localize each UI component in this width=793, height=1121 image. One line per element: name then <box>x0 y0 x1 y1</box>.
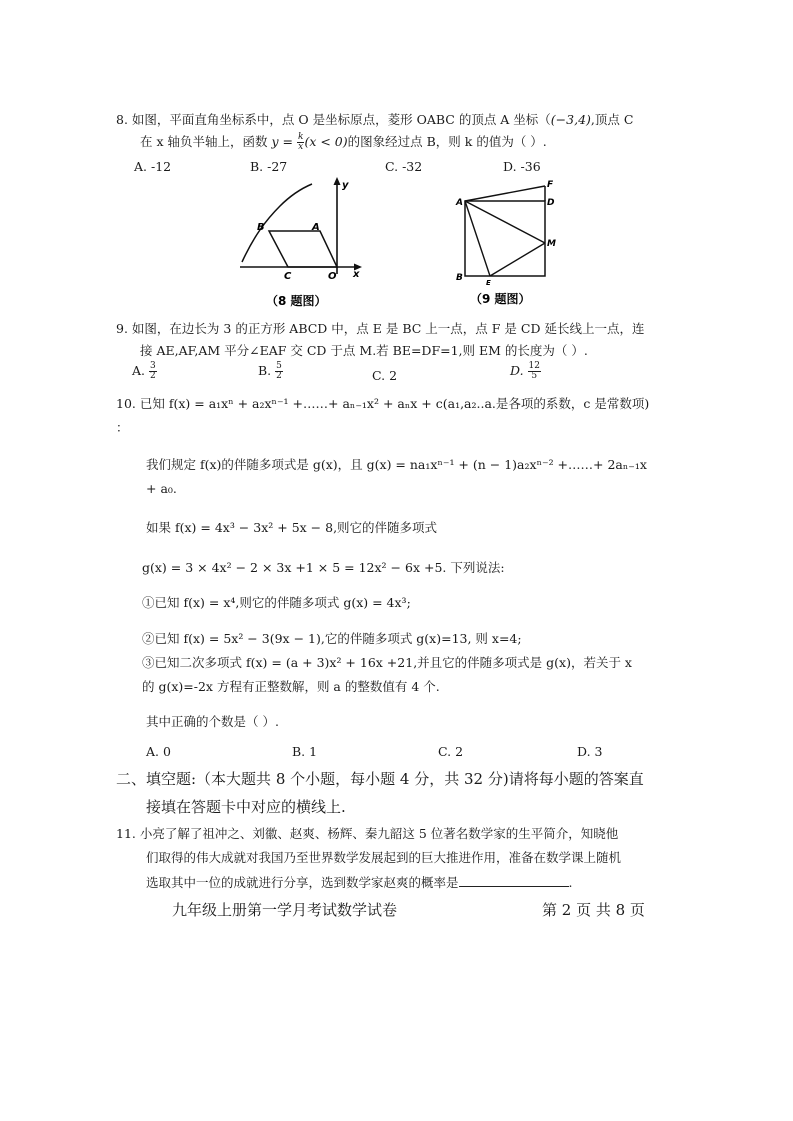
q8-option-c: C. -32 <box>385 159 423 174</box>
q11-text-3: 选取其中一位的成就进行分享，选到数学家赵爽的概率是 <box>146 875 459 890</box>
q9-line2: 接 AE,AF,AM 平分∠EAF 交 CD 于点 M.若 BE=DF=1,则 EM 的长度为（ ）. <box>140 343 588 358</box>
q8-hyperbola <box>242 184 312 262</box>
q9-option-d-frac <box>528 362 541 381</box>
q10-statement-3a: ③已知二次多项式 f(x) = (a + 3)x² + 16x +21,并且它的伴随多项式是 g(x)，若关于 x <box>142 655 632 670</box>
q9-option-a-letter: A. <box>132 363 146 378</box>
q9-option-b-letter: B. <box>258 363 272 378</box>
q9-option-a-num: 3 <box>150 361 156 371</box>
q10-option-a: A. 0 <box>146 744 171 759</box>
q8-rhombus <box>269 231 337 267</box>
q8-frac-num: k <box>297 132 304 142</box>
q9-option-a-den: 2 <box>150 371 156 381</box>
q9-label-f: F <box>547 180 554 190</box>
q8-func-left: y = <box>271 134 293 149</box>
q9-label-e: E <box>486 279 491 287</box>
q9-label-a: A <box>456 198 463 208</box>
q8-label-a: A <box>312 222 320 233</box>
q8-coordinate: (−3,4) <box>550 112 591 127</box>
q9-option-b-frac <box>275 362 283 381</box>
q8-number: 8. <box>116 112 128 127</box>
q8-y-arrow <box>334 177 341 185</box>
q10-para2: 如果 f(x) = 4x³ − 3x² + 5x − 8,则它的伴随多项式 <box>146 520 438 535</box>
q8-text-1b: ,顶点 C <box>590 112 634 127</box>
q10-para3: g(x) = 3 × 4x² − 2 × 3x +1 × 5 = 12x² − 6x +5. 下列说法: <box>142 560 505 575</box>
q9-option-c: C. 2 <box>372 368 398 383</box>
q8-label-x: x <box>353 269 360 280</box>
q8-figure <box>232 174 368 314</box>
q9-line1 <box>116 321 644 337</box>
q10-colon: ： <box>116 420 129 435</box>
q10-para1b: + a₀. <box>146 481 177 496</box>
q9-label-m: M <box>547 239 556 249</box>
q10-option-b: B. 1 <box>292 744 318 759</box>
q8-func-right: (x < 0) <box>304 134 348 149</box>
q8-text-2b: 的图象经过点 B，则 k 的值为（ ）. <box>347 134 547 149</box>
q8-label-o: O <box>328 271 337 282</box>
q10-option-d: D. 3 <box>577 744 603 759</box>
q9-number: 9. <box>116 321 128 336</box>
q10-para1: 我们规定 f(x)的伴随多项式是 g(x)，且 g(x) = na₁xⁿ⁻¹ + (n − 1)a₂xⁿ⁻² +……+ 2aₙ₋₁x <box>146 457 647 472</box>
q10-option-c: C. 2 <box>438 744 464 759</box>
footer-page: 第 2 页 共 8 页 <box>542 901 645 919</box>
q9-option-a <box>132 362 157 381</box>
q10-question: 其中正确的个数是（ ）. <box>146 714 279 729</box>
q8-text-1a: 如图，平面直角坐标系中，点 O 是坐标原点，菱形 OABC 的顶点 A 坐标（ <box>131 112 551 127</box>
q10-statement-3b: 的 g(x)=-2x 方程有正整数解，则 a 的整数值有 4 个. <box>142 679 440 694</box>
q9-label-d: D <box>547 198 555 208</box>
q9-line-af <box>465 186 545 201</box>
q11-line1 <box>116 826 618 842</box>
q9-figure <box>450 176 570 312</box>
q9-label-b: B <box>456 273 463 283</box>
q9-option-a-frac <box>149 362 157 381</box>
q9-line-em <box>490 243 545 276</box>
q11-text-1: 小亮了解了祖冲之、刘徽、赵爽、杨辉、秦九韶这 5 位著名数学家的生平简介，知晓他 <box>139 826 619 841</box>
section2-heading-2: 接填在答题卡中对应的横线上. <box>146 798 346 816</box>
q8-caption: （8 题图） <box>266 294 327 308</box>
q8-option-d: D. -36 <box>503 159 541 174</box>
q11-answer-blank[interactable] <box>459 874 569 887</box>
q11-line2: 们取得的伟大成就对我国乃至世界数学发展起到的巨大推进作用，准备在数学课上随机 <box>146 850 622 865</box>
q9-option-d-den: 5 <box>531 371 538 381</box>
q9-option-b <box>258 362 283 381</box>
q11-line3 <box>146 874 573 891</box>
q9-option-b-den: 2 <box>276 371 282 381</box>
q8-label-b: B <box>257 222 265 233</box>
q8-label-c: C <box>284 271 292 282</box>
q11-number: 11. <box>116 826 136 841</box>
q8-option-b: B. -27 <box>250 159 288 174</box>
q8-frac-den: x <box>298 142 304 152</box>
q8-line2 <box>140 133 547 152</box>
q11-end: . <box>568 875 573 890</box>
q10-text-1: 已知 f(x) = a₁xⁿ + a₂xⁿ⁻¹ +……+ aₙ₋₁x² + aₙx + c(a₁,a₂..a.是各项的系数，c 是常数项) <box>139 396 650 411</box>
q9-option-d-letter: D. <box>510 363 524 378</box>
q10-number: 10. <box>116 396 136 411</box>
q10-statement-2: ②已知 f(x) = 5x² − 3(9x − 1),它的伴随多项式 g(x)=13, 则 x=4; <box>142 631 522 646</box>
q8-line1 <box>116 112 633 128</box>
q9-option-b-num: 5 <box>276 361 282 371</box>
q9-caption: （9 题图） <box>470 292 531 306</box>
q9-option-d <box>510 362 541 381</box>
q8-option-a: A. -12 <box>134 159 172 174</box>
q8-label-y: y <box>342 180 349 191</box>
q10-statement-1: ①已知 f(x) = x⁴,则它的伴随多项式 g(x) = 4x³; <box>142 595 411 610</box>
q9-text-1: 如图，在边长为 3 的正方形 ABCD 中，点 E 是 BC 上一点，点 F 是 CD 延长线上一点，连 <box>131 321 645 336</box>
footer-title: 九年级上册第一学月考试数学试卷 <box>172 901 398 919</box>
section2-heading-1: 二、填空题:（本大题共 8 个小题，每小题 4 分，共 32 分)请将每小题的答案直 <box>116 770 644 788</box>
q10-line1 <box>116 396 649 412</box>
q8-text-2a: 在 x 轴负半轴上，函数 <box>140 134 268 149</box>
q9-option-d-num: 12 <box>528 361 540 371</box>
